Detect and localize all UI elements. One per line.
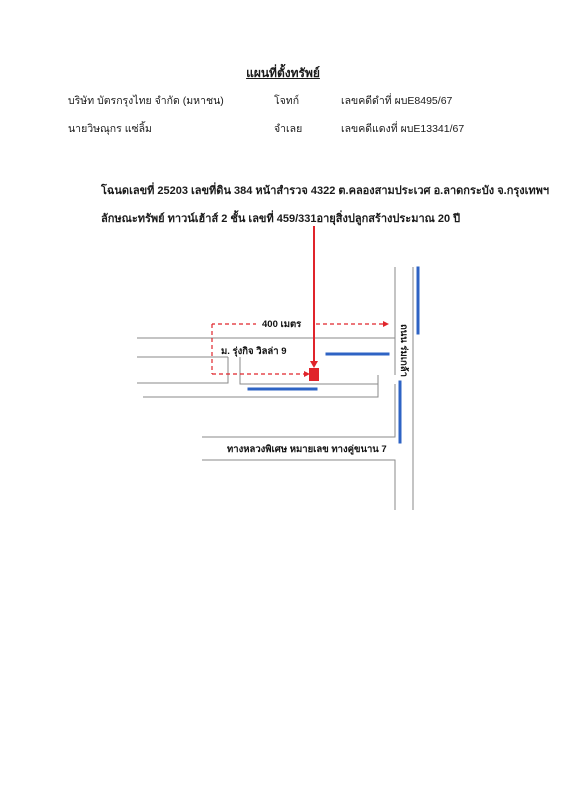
- deed-details: โฉนดเลขที่ 25203 เลขที่ดิน 384 หน้าสำรวจ 4322 ต.คลองสามประเวศ อ.ลาดกระบัง จ.กรุงเทพฯ: [101, 185, 550, 197]
- route-arrow-head-east: [383, 321, 389, 327]
- main-road-label: ถนน ร่มเกล้า: [398, 324, 409, 377]
- defendant-name: นายวิษณุกร แซ่ลิ้ม: [68, 123, 152, 135]
- defendant-role: จำเลย: [274, 123, 303, 135]
- soi-lower-edge: [137, 357, 228, 383]
- distance-label: 400 เมตร: [262, 319, 302, 330]
- property-details: ลักษณะทรัพย์ ทาวน์เฮ้าส์ 2 ชั้น เลขที่ 459/331อายุสิ่งปลูกสร้างประมาณ 20 ปี: [101, 213, 461, 225]
- highway-label: ทางหลวงพิเศษ หมายเลข ทางคู่ขนาน 7: [227, 444, 387, 455]
- village-label: ม. รุ่งกิจ วิลล่า 9: [221, 346, 287, 357]
- property-marker: [309, 368, 319, 381]
- black-case-number: เลขคดีดำที่ ผบE8495/67: [341, 95, 453, 107]
- property-pointer-arrow: [310, 361, 318, 368]
- document-title: แผนที่ตั้งทรัพย์: [246, 66, 320, 80]
- main-road-lower-west: [202, 384, 395, 437]
- plaintiff-name: บริษัท บัตรกรุงไทย จำกัด (มหาชน): [68, 95, 224, 107]
- red-case-number: เลขคดีแดงที่ ผบE13341/67: [341, 123, 465, 135]
- highway-lower-edge: [202, 460, 395, 510]
- plaintiff-role: โจทก์: [274, 95, 300, 107]
